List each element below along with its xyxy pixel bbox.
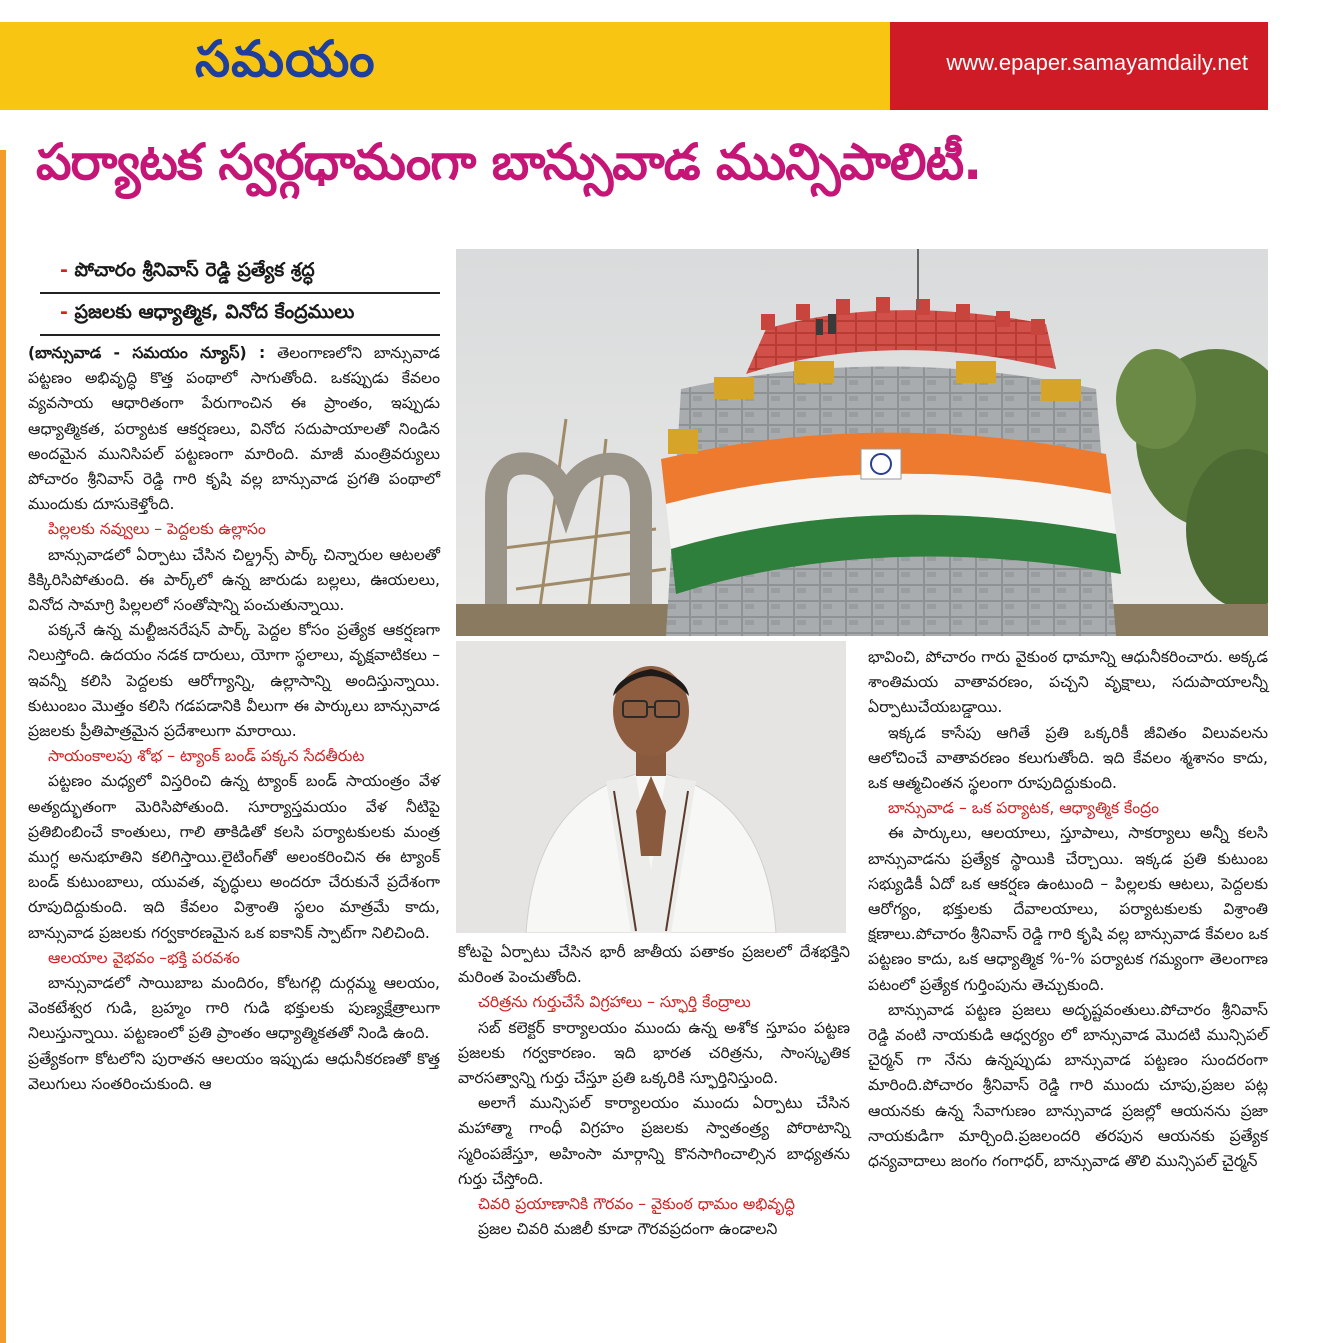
- masthead-brand-panel: [0, 22, 890, 110]
- fort-tower-illustration: [456, 249, 1268, 636]
- article-headline: పర్యాటక స్వర్గధామంగా బాన్సువాడ మున్సిపాలిటీ.: [36, 133, 982, 191]
- article-column-3: [868, 645, 1268, 1174]
- leader-portrait-photo: [456, 641, 846, 933]
- subhead-dash: -: [60, 301, 68, 323]
- subhead-text: ప్రజలకు ఆధ్యాత్మిక, వినోద కేంద్రములు: [67, 301, 355, 323]
- masthead-url-panel: [890, 22, 1268, 110]
- section-heading: చరిత్రను గుర్తుచేసే విగ్రహాలు – స్ఫూర్తి కేంద్రాలు: [478, 993, 751, 1012]
- subhead-text: పోచారం శ్రీనివాస్ రెడ్డి ప్రత్యేక శ్రద్ధ: [67, 259, 315, 281]
- paragraph: భావించి, పోచారం గారు వైకుంఠ ధామాన్ని ఆధునీకరించారు. అక్కడ శాంతిమయ వాతావరణం, పచ్చని వృక్షాలు, సదుపాయాలన్నీ ఏర్పాటుచేయబడ్డాయి.: [868, 648, 1268, 717]
- section-heading: ఆలయాల వైభవం –భక్తి పరవశం: [48, 948, 240, 967]
- paragraph: పక్కనే ఉన్న మల్టీజనరేషన్ పార్క్ పెద్దల కోసం ప్రత్యేక ఆకర్షణగా నిలుస్తోంది. ఉదయం నడక దారులు, యోగా స్థలాలు, వృక్షవాటికలు – ఇవన్నీ కలిసి పెద్దలకు ఆరోగ్యాన్ని, ఉల్లాసాన్ని అందిస్తున్నాయి. కుటుంబం మొత్తం కలిసి గడపడానికి వీలుగా ఈ పార్కులు బాన్సువాడ ప్రజలకు ప్రీతిపాత్రమైన ప్రదేశాలుగా మారాయి.: [28, 621, 440, 741]
- section-heading: చివరి ప్రయాణానికి గౌరవం – వైకుంఠ ధామం అభివృద్ధి: [478, 1195, 795, 1214]
- section-heading: పిల్లలకు నవ్వులు – పెద్దలకు ఉల్లాసం: [48, 520, 266, 539]
- paragraph: ప్రత్యేకంగా కోటలోని పురాతన ఆలయం ఇప్పుడు ఆధునీకరణతో కొత్త వెలుగులు సంతరించుకుంది. ఆ: [28, 1049, 440, 1093]
- article-column-2: [458, 940, 850, 1242]
- paragraph: ఈ పార్కులు, ఆలయాలు, స్తూపాలు, సాకర్యాలు అన్నీ కలసి బాన్సువాడను ప్రత్యేక స్థాయికి చేర్చాయి. ఇక్కడ ప్రతి కుటుంబ సభ్యుడికీ ఏదో ఒక ఆకర్షణ ఉంటుంది – పిల్లలకు ఆటలు, పెద్దలకు ఆరోగ్యం, భక్తులకు దేవాలయాలు, పర్యాటకులకు విశ్రాంతి క్షణాలు.పోచారం శ్రీనివాస్ రెడ్డి గారి కృషి వల్ల బాన్సువాడ కేవలం ఒక పట్టణం కాదు, ఒక ఆధ్యాత్మిక %-% పర్యాటక గమ్యంగా తెలంగాణ పటంలో ప్రత్యేక గుర్తింపును తెచ్చుకుంది.: [868, 824, 1268, 994]
- subhead-dash: -: [60, 259, 68, 281]
- paragraph: సబ్ కలెక్టర్ కార్యాలయం ముందు ఉన్న అశోక స్తూపం పట్టణ ప్రజలకు గర్వకారణం. ఇది భారత చరిత్రను, సాంస్కృతిక వారసత్వాన్ని గుర్తు చేస్తూ ప్రతి ఒక్కరికి స్ఫూర్తినిస్తుంది.: [458, 1018, 850, 1088]
- masthead: [0, 22, 1268, 110]
- leader-portrait-illustration: [456, 641, 846, 933]
- newspaper-logo[interactable]: సమయం: [195, 30, 376, 88]
- epaper-url-link[interactable]: www.epaper.samayamdaily.net: [946, 50, 1248, 75]
- subhead-2: [60, 301, 354, 328]
- fort-tower-photo: [456, 249, 1268, 636]
- paragraph: బాన్సువాడలో ఏర్పాటు చేసిన చిల్డ్రన్స్ పార్క్ చిన్నారుల ఆటలతో కిక్కిరిసిపోతుంది. ఈ పార్క్‌లో ఉన్న జారుడు బల్లలు, ఊయలలు, వినోద సామాగ్రి పిల్లలలో సంతోషాన్ని పంచుతున్నాయి.: [28, 545, 440, 615]
- paragraph: అలాగే మున్సిపల్ కార్యాలయం ముందు ఏర్పాటు చేసిన మహాత్మా గాంధీ విగ్రహం ప్రజలకు స్వాతంత్ర్య పోరాటాన్ని స్మరింపజేస్తూ, అహింసా మార్గాన్ని కొనసాగించాల్సిన బాధ్యతను గుర్తు చేస్తోంది.: [458, 1094, 850, 1188]
- paragraph: బాన్సువాడలో సాయిబాబ మందిరం, కోటగల్లి దుర్గమ్మ ఆలయం, వెంకటేశ్వర గుడి, బ్రహ్మం గారి గుడి భక్తులకు పుణ్యక్షేత్రాలుగా నిలుస్తున్నాయి. పట్టణంలో ప్రతి ప్రాంతం ఆధ్యాత్మికతతో నిండి ఉంది.: [28, 974, 440, 1043]
- paragraph: కోటపై ఏర్పాటు చేసిన భారీ జాతీయ పతాకం ప్రజలలో దేశభక్తిని మరింత పెంచుతోంది.: [458, 943, 850, 987]
- article-column-1: [28, 341, 440, 1097]
- paragraph: [28, 341, 440, 517]
- section-heading: సాయంకాలపు శోభ – ట్యాంక్ బండ్ పక్కన సేదతీరుట: [48, 747, 365, 766]
- subhead-divider: [40, 292, 440, 294]
- paragraph: ప్రజల చివరి మజిలీ కూడా గౌరవప్రదంగా ఉండాలని: [478, 1220, 778, 1239]
- paragraph: బాన్సువాడ పట్టణ ప్రజలు అదృష్టవంతులు.పోచారం శ్రీనివాస్ రెడ్డి వంటి నాయకుడి ఆధ్వర్యం లో బాన్సువాడ మొదటి మున్సిపల్ చైర్మన్ గా నేను ఉన్నప్పుడు బాన్సువాడ పట్టణం సుందరంగా మారింది.పోచారం శ్రీనివాస్ రెడ్డి గారి ముందు చూపు,ప్రజల పట్ల ఆయనకు ఉన్న సేవాగుణం బాన్సువాడ ప్రజల్లో ఆయనను ప్రజా నాయకుడిగా మార్చింది.ప్రజలందరి తరపున ఆయనకు ప్రత్యేక ధన్యవాదాలు జంగం గంగాధర్, బాన్సువాడ తొలి మున్సిపల్ చైర్మన్: [868, 1000, 1268, 1171]
- dateline: (బాన్సువాడ - సమయం న్యూస్) :: [28, 344, 266, 362]
- paragraph-text: తెలంగాణలోని బాన్సువాడ పట్టణం అభివృద్ధి కొత్త పంథాలో సాగుతోంది. ఒకప్పుడు కేవలం వ్యవసాయ ఆధారితంగా పేరుగాంచిన ఈ ప్రాంతం, ఇప్పుడు ఆధ్యాత్మికత, పర్యాటక ఆకర్షణలు, వినోద సదుపాయాలతో నిండిన అందమైన మునిసిపల్ పట్టణంగా మారింది. మాజీ మంత్రివర్యులు పోచారం శ్రీనివాస్ రెడ్డి గారి కృషి వల్ల బాన్సువాడ ప్రగతి పంథాలో ముందుకు దూసుకెళ్తోంది.: [28, 344, 440, 514]
- paragraph: ఇక్కడ కాసేపు ఆగితే ప్రతి ఒక్కరికీ జీవితం విలువలను ఆలోచించే వాతావరణం కలుగుతోంది. ఇది కేవలం శ్మశానం కాదు, ఒక ఆత్మచింతన స్థలంగా రూపుదిద్దుకుంది.: [868, 723, 1268, 793]
- paragraph: పట్టణం మధ్యలో విస్తరించి ఉన్న ట్యాంక్ బండ్ సాయంత్రం వేళ అత్యద్భుతంగా మెరిసిపోతుంది. సూర్యాస్తమయం వేళ నీటిపై ప్రతిబింబించే కాంతులు, గాలి తాకిడితో కలసి పర్యాటకులకు మంత్ర ముగ్ధ అనుభూతిని కలిగిస్తాయి.లైటింగ్‌తో అలంకరించిన ఈ ట్యాంక్ బండ్ కుటుంబాలు, యువత, వృద్ధులు అందరూ చేరుకునే ప్రదేశంగా రూపుదిద్దుకుంది. ఇది కేవలం విశ్రాంతి స్థలం మాత్రమే కాదు, బాన్సువాడ ప్రజలకు గర్వకారణమైన ఒక ఐకానిక్ స్పాట్‌గా నిలిచింది.: [28, 772, 440, 942]
- subhead-divider: [40, 334, 440, 336]
- section-heading: బాన్సువాడ – ఒక పర్యాటక, ఆధ్యాత్మిక కేంద్రం: [888, 799, 1160, 818]
- left-accent-bar: [0, 150, 6, 1343]
- subhead-1: [60, 259, 315, 286]
